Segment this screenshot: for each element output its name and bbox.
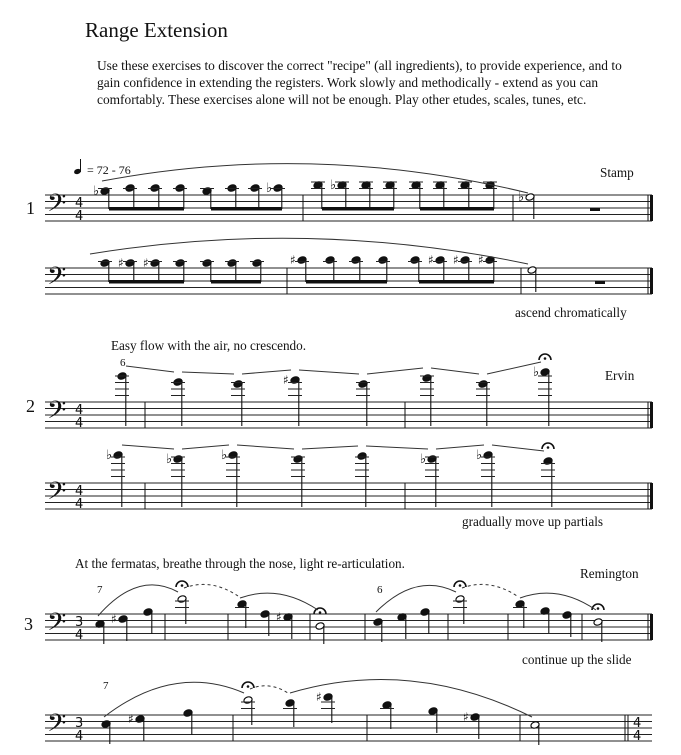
sharp-icon: ♯ [111,612,117,626]
fermata-icon [547,446,550,449]
fermata-icon [544,357,547,360]
staff [45,483,652,509]
bottom-note-1: ascend chromatically [515,305,627,320]
beam [420,207,494,211]
dashed-slur [250,686,288,693]
time-signature-bottom: 4 [75,628,84,643]
author-remington: Remington [580,566,639,581]
beam [211,207,282,211]
bottom-note-3: continue up the slide [522,652,632,667]
tuplet-number: 6 [377,584,383,596]
dashed-slur [184,584,238,596]
slur [237,445,294,449]
time-signature-top: 4 [75,196,84,211]
fermata-icon [597,607,600,610]
sharp-icon: ♯ [128,712,134,726]
intro-paragraph: Use these exercises to discover the correct "recipe" (all ingredients), to provide experience, and to gain confidence in extending the registers. Work slowly and methodically - extend as you can comfortably. These exercises alone will not be enough. Play other etudes, scales, tunes, etc. [97,58,622,107]
bass-clef-icon: 𝄢 [47,188,67,224]
slur [366,446,428,449]
time-signature-bottom: 4 [75,497,84,512]
flat-icon: ♭ [518,190,525,205]
author-ervin: Ervin [605,368,635,383]
sharp-icon: ♯ [118,256,124,270]
flat-icon: ♭ [533,365,540,380]
time-signature-top: 4 [633,716,642,731]
dashed-slur [462,584,517,596]
time-signature-bottom: 4 [633,729,642,744]
slur [520,593,596,610]
sharp-icon: ♯ [463,710,469,724]
author-stamp: Stamp [600,165,634,180]
flat-icon: ♭ [221,448,228,463]
bass-clef-icon: 𝄢 [47,607,67,643]
exercise-number-2: 2 [26,396,35,416]
flat-icon: ♭ [166,452,173,467]
slur [240,593,318,610]
final-barline [650,483,653,509]
time-signature-bottom: 4 [75,416,84,431]
final-barline [650,195,653,221]
final-barline [650,614,653,640]
fermata-icon [181,584,184,587]
slur [122,445,174,449]
tempo-text: = 72 - 76 [87,163,131,177]
time-signature-top: 3 [75,716,84,731]
slur [182,372,234,374]
bass-clef-icon: 𝄢 [47,395,67,431]
instruction-3: At the fermatas, breathe through the nose, light re-articulation. [75,556,405,571]
final-barline [650,268,653,294]
flat-icon: ♭ [266,181,273,196]
flat-icon: ♭ [330,178,337,193]
bass-clef-icon: 𝄢 [47,476,67,512]
half-rest [590,208,600,211]
bass-clef-icon: 𝄢 [47,261,67,297]
tuplet-number: 6 [120,357,126,369]
beam [306,280,387,284]
time-signature-top: 4 [75,484,84,499]
time-signature-top: 4 [75,403,84,418]
slur [367,368,423,374]
slur [104,682,244,717]
sharp-icon: ♯ [478,253,484,267]
instruction-2: Easy flow with the air, no crescendo. [111,338,307,353]
flat-icon: ♭ [93,184,100,199]
beam [109,280,184,284]
bottom-note-2: gradually move up partials [462,514,603,529]
tuplet-number: 7 [97,584,103,596]
staff [45,402,652,428]
flat-icon: ♭ [476,448,483,463]
flat-icon: ♭ [420,452,427,467]
slur [376,585,456,612]
slur [302,446,358,449]
sharp-icon: ♯ [428,253,434,267]
slur [492,445,544,451]
tuplet-number: 7 [103,680,109,692]
slur [98,585,178,616]
fermata-icon [319,611,322,614]
beam [419,280,494,284]
staff [45,614,652,640]
beam [109,207,184,211]
exercise-number-3: 3 [24,614,33,634]
flat-icon: ♭ [106,448,113,463]
sharp-icon: ♯ [143,256,149,270]
sharp-icon: ♯ [290,253,296,267]
fermata-icon [459,584,462,587]
fermata-icon [247,685,250,688]
time-signature-bottom: 4 [75,729,84,744]
slur [431,368,479,374]
sharp-icon: ♯ [283,373,289,387]
slur [299,370,359,374]
sharp-icon: ♯ [453,253,459,267]
page-title: Range Extension [85,18,228,42]
time-signature-top: 3 [75,615,84,630]
half-rest [595,281,605,284]
exercise-number-1: 1 [26,198,35,218]
bass-clef-icon: 𝄢 [47,708,67,744]
time-signature-bottom: 4 [75,209,84,224]
slur [126,366,174,372]
sharp-icon: ♯ [316,690,322,704]
beam [322,207,394,211]
final-barline [650,402,653,428]
sharp-icon: ♯ [276,610,282,624]
beam [211,280,261,284]
